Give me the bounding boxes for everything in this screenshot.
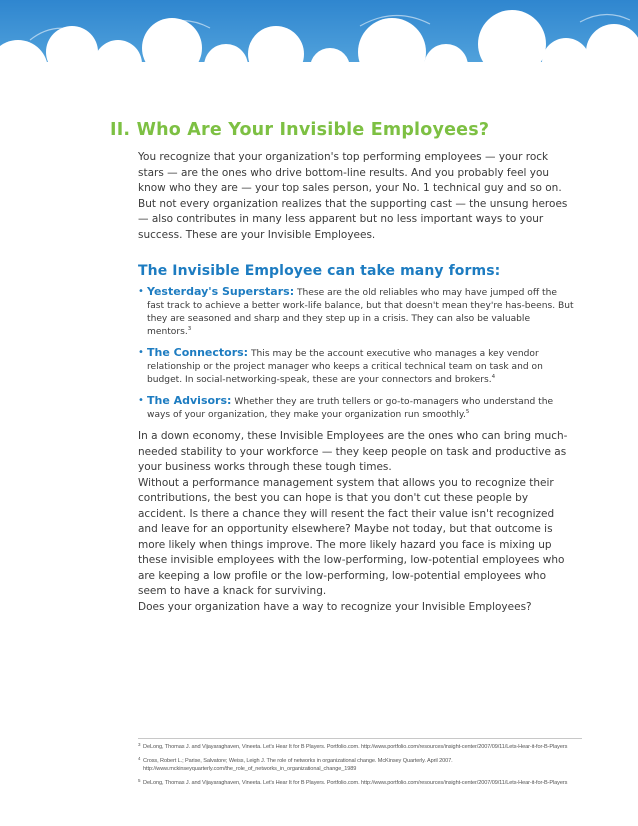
footnote-ref[interactable]: 3 <box>187 326 192 332</box>
footnotes <box>138 738 582 793</box>
list-item-yesterdays-superstars <box>138 285 576 339</box>
item-text: Whether they are truth tellers or go-to-managers who understand the ways of your organization, they make your organization run smoothly. <box>147 397 554 420</box>
list-item-advisors <box>138 394 576 422</box>
section-title <box>110 120 610 140</box>
forms-list <box>138 285 576 422</box>
intro-paragraph: You recognize that your organization's top performing employees — your rock stars — are the ones who drive bottom-line results. And you probably feel you know who they are — your top sales person, your No. 1 technical guy and so on. But not every organization realizes that the supporting cast — the unsung heroes — also contributes in many less apparent but no less important ways to your success. These are your Invisible Employees. <box>138 151 568 241</box>
section-number: II. <box>110 120 131 140</box>
footnote-number: 5 <box>138 778 141 783</box>
footnote-number: 3 <box>138 742 141 747</box>
item-lead: The Advisors: <box>147 394 232 407</box>
item-lead: The Connectors: <box>147 346 249 359</box>
paragraph-down-economy: In a down economy, these Invisible Employees are the ones who can bring much-needed stability to your workforce — they keep people on task and productive as your business works through these tough times. <box>138 430 568 473</box>
footnote-text: DeLong, Thomas J. and Vijayaraghaven, Vineeta. Let's Hear It for B Players. Portfolio.com. http://www.portfolio.com/resources/insight-center/2007/09/11/Lets-Hear-it-for-B-Players <box>143 780 568 786</box>
forms-heading: The Invisible Employee can take many forms: <box>138 263 501 279</box>
footnote-number: 4 <box>138 756 141 761</box>
list-item-connectors <box>138 346 576 387</box>
footnote-5 <box>138 779 582 787</box>
item-text: These are the old reliables who may have jumped off the fast track to achieve a better work-life balance, but that doesn't mean they're has-beens. But they are seasoned and sharp and they step up in a crisis. They can also be valuable mentors. <box>147 288 574 337</box>
footnote-text: Cross, Robert L.; Parise, Salvatore; Weiss, Leigh J. The role of networks in organizational change. McKinsey Quarterly. April 2007. http://www.mckinseyquarterly.com/the_role_of_networks_in_organizational_change_1989 <box>143 758 453 772</box>
bullet-icon: • <box>138 286 144 297</box>
footnote-text: DeLong, Thomas J. and Vijayaraghaven, Vineeta. Let's Hear It for B Players. Portfolio.com. http://www.portfolio.com/resources/insight-center/2007/09/11/Lets-Hear-it-for-B-Players <box>143 744 568 750</box>
sky-cloud-banner <box>0 0 638 80</box>
paragraph-closing-question: Does your organization have a way to recognize your Invisible Employees? <box>138 600 532 613</box>
footnote-ref[interactable]: 5 <box>465 409 470 415</box>
footnote-3 <box>138 743 582 751</box>
bullet-icon: • <box>138 395 144 406</box>
bullet-icon: • <box>138 347 144 358</box>
item-text: This may be the account executive who manages a key vendor relationship or the project manager who keeps a critical technical team on task and on budget. In social-networking-speak, these are your connectors and brokers. <box>147 349 543 385</box>
item-lead: Yesterday's Superstars: <box>147 285 295 298</box>
paragraph-performance-management: Without a performance management system that allows you to recognize their contributions, the best you can hope is that you don't cut these people by accident. Is there a chance they will resent the fact their value isn't recognized and leave for an opportunity elsewhere? Maybe not today, but that outcome is more likely when things improve. The more likely hazard you face is mixing up these invisible employees with the low-performing, low-potential employees who are keeping a low profile or the low-performing, low-potential employees who seem to have a knack for surviving. <box>138 476 565 597</box>
footnote-4 <box>138 757 582 773</box>
footnote-ref[interactable]: 4 <box>491 374 496 380</box>
main-content <box>138 150 576 615</box>
section-title-text: Who Are Your Invisible Employees? <box>136 120 490 140</box>
